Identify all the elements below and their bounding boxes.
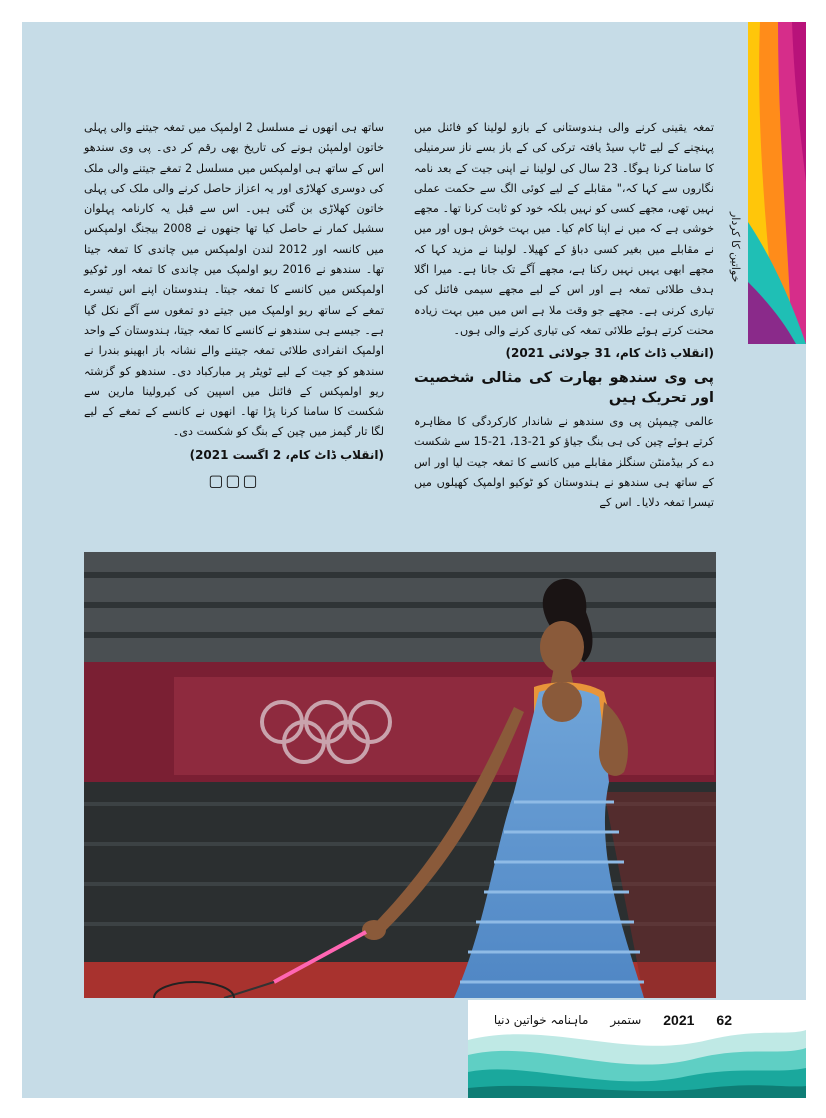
badminton-player-photo bbox=[84, 552, 716, 998]
issue-year: 2021 bbox=[663, 1012, 695, 1028]
page-number: 62 bbox=[716, 1012, 732, 1028]
paragraph: ساتھ ہی انھوں نے مسلسل 2 اولمپک میں تمغہ جیتنے والی پہلی خاتون اولمپئن ہونے کی تاریخ بھی رقم کر دی۔ پی وی سندھو اس کے ساتھ ہی اولمپکس میں مسلسل 2 تمغے جیتنے والی ملک کی دوسری کھلاڑی اور یہ اعزاز حاصل کرنے والی ملک کی پہلی خاتون کھلاڑی بن گئی ہیں۔ اس سے قبل یہ کارنامہ پہلوان سشیل کمار نے حاصل کیا تھا جنھوں نے 2008 بیجنگ اولمپکس میں کانسہ اور 2012 لندن اولمپکس میں چاندی کا تمغہ جیتا تھا۔ سندھو نے 2016 ریو اولمپک میں چاندی کا تمغہ اور ٹوکیو اولمپکس میں کانسے کا تمغہ جیتا۔ ہندوستان اپنے اس تیسرے تمغے کے ساتھ ریو اولمپک میں جیتے دو تمغوں سے آگے نکل گیا ہے۔ جیسے ہی سندھو نے کانسے کا تمغہ جیتا، ہندوستان کے واحد اولمپک انفرادی طلائی تمغہ جیتنے والے نشانہ باز ابھینو بندرا نے سندھو کو جیت کے لیے ٹویٹر پر مبارکباد دی۔ سندھو کو گزشتہ ریو اولمپکس کے فائنل میں اسپین کی کیرولینا مارین سے شکست کا سامنا کرنا پڑا تھا۔ انھوں نے کانسے کے تمغے کے لیے لگا تار گیمز میں چین کے بنگ کو شکست دی۔ bbox=[84, 121, 385, 439]
left-article-column bbox=[84, 118, 384, 491]
ribbon-graphic-icon bbox=[748, 22, 806, 344]
section-heading: پی وی سندھو بھارت کی مثالی شخصیت اور تحریک ہیں bbox=[414, 369, 714, 406]
end-of-article-marks: ▢▢▢ bbox=[208, 471, 260, 491]
paragraph: عالمی چیمپئن پی وی سندھو نے شاندار کارکردگی کا مظاہرہ کرتے ہوئے چین کی ہی بنگ جیاؤ کو 21-13، 21-15 سے شکست دے کر بیڈمنٹن سنگلز مقابلے میں کانسے کا تمغہ جیت لیا اور اس کے ساتھ ہی سندھو نے ہندوستان کو ٹوکیو اولمپک کھیلوں میں تیسرا تمغہ دلایا۔ اس کے bbox=[414, 415, 715, 510]
issue-month: ستمبر bbox=[610, 1013, 642, 1027]
page-footer bbox=[478, 1008, 732, 1032]
photo-illustration-icon bbox=[84, 552, 716, 998]
magazine-title: ماہنامہ خواتین دنیا bbox=[493, 1013, 589, 1027]
source-citation: (انقلاب ڈاٹ کام، 31 جولائی 2021) bbox=[505, 346, 714, 361]
sidebar-label: خواتین کا کردار bbox=[729, 211, 742, 283]
decorative-ribbon-banner bbox=[748, 22, 806, 344]
right-article-column bbox=[414, 118, 714, 514]
paragraph: تمغہ یقینی کرنے والی ہندوستانی کے بازو لولینا کو فائنل میں پہنچنے کے لیے ٹاپ سیڈ یافتہ ترکی کی کے باز بسے ناز سرمنیلی کا سامنا کرنا ہوگا۔ 23 سال کی لولینا نے اپنی جیت کے بعد نامہ نگاروں سے کہا کہ،" مقابلے کے لیے کوئی الگ سے حکمت عملی نہیں تھی، مجھے کسی کو نہیں بلکہ خود کو ثابت کرنا تھا۔ مجھے خوشی ہے کہ میں نے اپنا کام کیا۔ میں بہت خوش ہوں اور میں نے مقابلے میں بغیر کسی دباؤ کے کھیلا۔ لولینا نے مزید کہا کہ مجھے ابھی یہیں نہیں رکنا ہے، مجھے آگے تک جانا ہے۔ میرا اگلا ہدف طلائی تمغہ ہے اور اس کے لیے مجھے سیمی فائنل کی تیاری کرنی ہے۔ مجھے جو وقت ملا ہے اس میں میں بہت زیادہ محنت کرتے ہوئے طلائی تمغہ کی تیاری کرنے والی ہوں۔ bbox=[414, 121, 714, 337]
source-citation: (انقلاب ڈاٹ کام، 2 اگست 2021) bbox=[189, 447, 384, 462]
magazine-page bbox=[22, 22, 806, 1098]
